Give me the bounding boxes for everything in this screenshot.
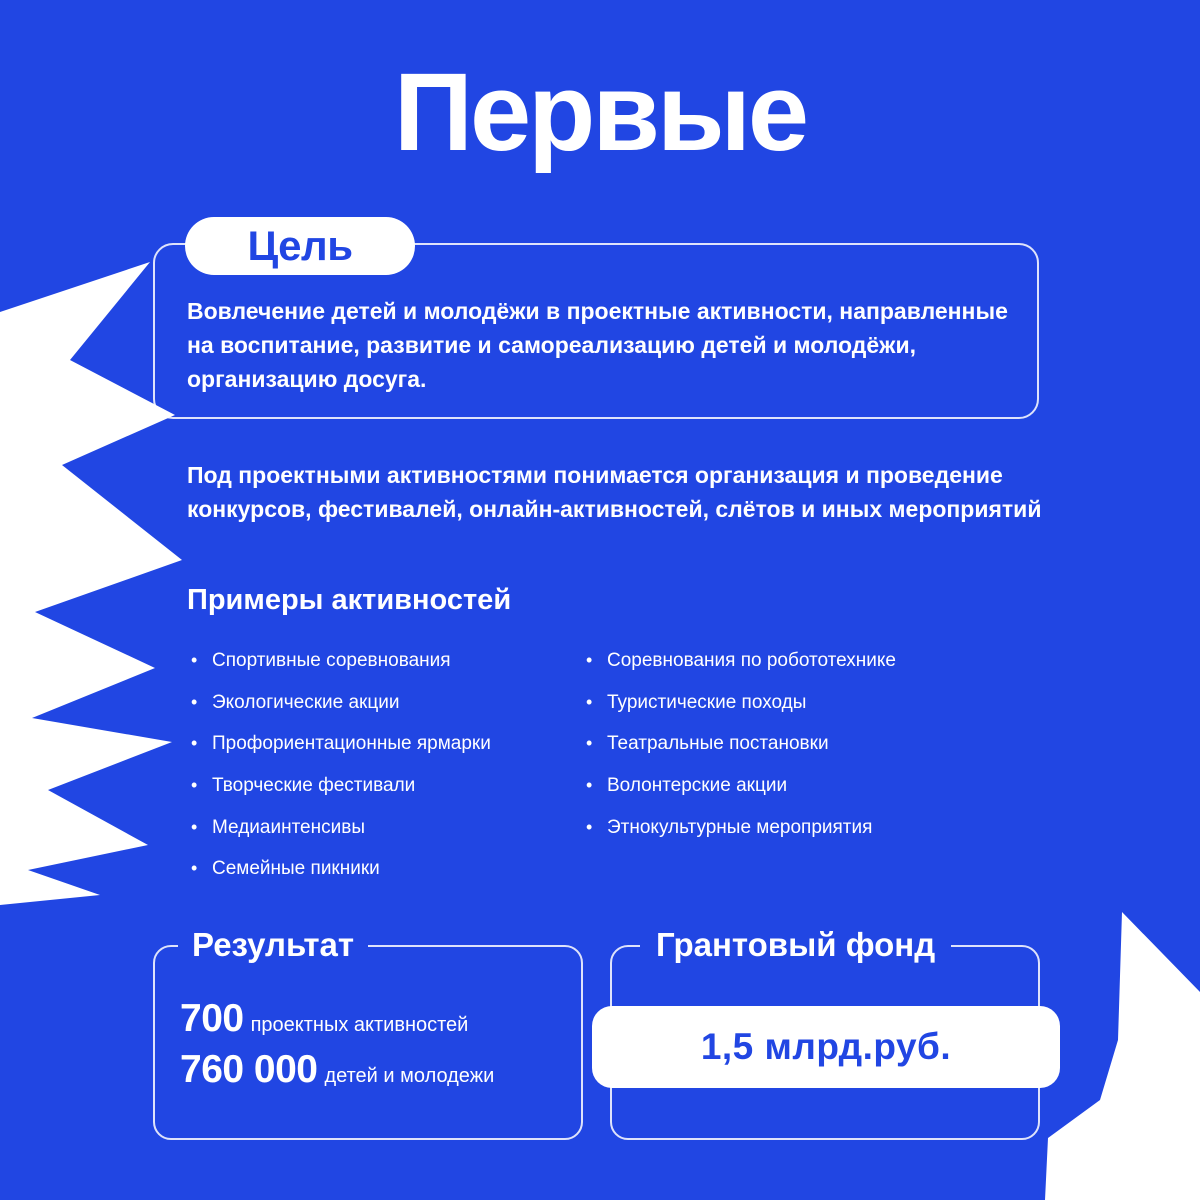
- list-item: • Туристические походы: [583, 682, 896, 724]
- examples-heading: Примеры активностей: [187, 584, 512, 616]
- stat-number: 700: [180, 997, 244, 1040]
- list-item: • Спортивные соревнования: [188, 640, 491, 682]
- list-item: • Семейные пикники: [188, 848, 491, 890]
- list-item: • Медиаинтенсивы: [188, 807, 491, 849]
- goal-label-pill: Цель: [185, 217, 415, 275]
- grant-heading: Грантовый фонд: [640, 923, 951, 967]
- list-item: • Творческие фестивали: [188, 765, 491, 807]
- result-stat-activities: [180, 997, 468, 1041]
- grant-amount: 1,5 млрд.руб.: [592, 1006, 1060, 1088]
- result-heading: Результат: [178, 923, 368, 967]
- list-item: • Профориентационные ярмарки: [188, 723, 491, 765]
- goal-text: Вовлечение детей и молодёжи в проектные активности, направленные на воспитание, развитие и самореализацию детей и молодёжи, организацию досуга.: [187, 298, 1008, 392]
- list-item: • Соревнования по робототехнике: [583, 640, 896, 682]
- examples-list-right: [583, 640, 896, 848]
- list-item: • Экологические акции: [188, 682, 491, 724]
- result-card: [153, 945, 583, 1140]
- result-stat-participants: [180, 1048, 494, 1092]
- examples-list-left: [188, 640, 491, 890]
- bottom-right-white-shard: [1045, 912, 1200, 1200]
- description-text: Под проектными активностями понимается организация и проведение конкурсов, фестивалей, онлайн-активностей, слётов и иных мероприятий: [187, 462, 1042, 522]
- stat-label: детей и молодежи: [324, 1065, 495, 1087]
- page-title: Первые: [393, 51, 807, 174]
- stat-label: проектных активностей: [250, 1014, 469, 1036]
- list-item: • Волонтерские акции: [583, 765, 896, 807]
- list-item: • Театральные постановки: [583, 723, 896, 765]
- list-item: • Этнокультурные мероприятия: [583, 807, 896, 849]
- stat-number: 760 000: [180, 1048, 318, 1091]
